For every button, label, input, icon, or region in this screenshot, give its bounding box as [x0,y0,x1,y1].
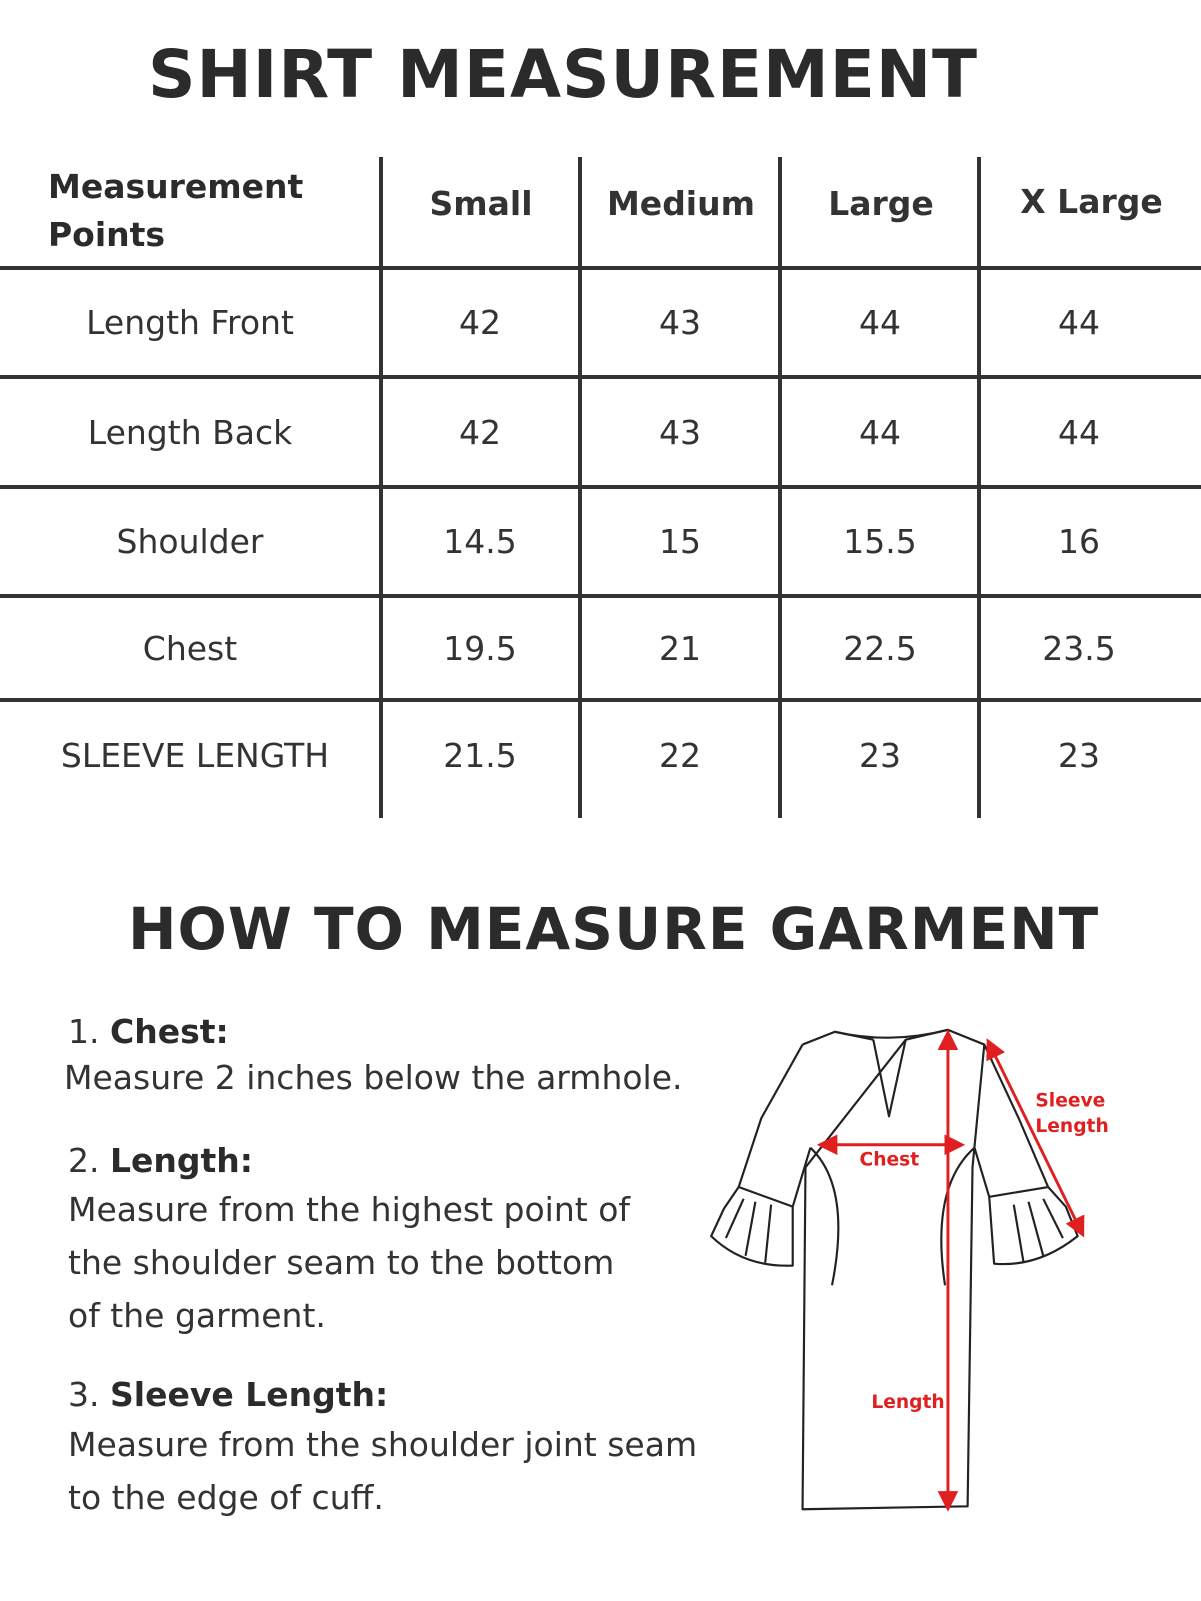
table-cell: 21.5 [443,735,517,775]
table-cell: 42 [459,412,501,452]
dress-right-sleeve [974,1045,1077,1265]
instruction-2-text: Measure from the highest point of [68,1190,630,1229]
table-cell: 16 [1058,522,1100,561]
table-title: SHIRT MEASUREMENT [148,36,979,113]
dress-left-sleeve [711,1045,810,1266]
instruction-number: 2. [68,1141,100,1180]
table-cell: 14.5 [443,522,517,561]
row-label-shoulder: Shoulder [116,522,264,561]
right-cuff-folds [989,1187,1063,1263]
table-cell: 43 [659,303,701,342]
row-label-length-back: Length Back [87,412,293,452]
table-cell: 23.5 [1042,628,1116,668]
table-cell: 44 [1058,303,1100,342]
table-cell: 44 [859,303,901,342]
table-cell: 19.5 [443,628,517,668]
column-header-large: Large [828,183,934,223]
table-cell: 22.5 [843,628,917,668]
dress-neck-slit [873,1040,905,1117]
sleeve-arrow [991,1048,1079,1229]
instruction-heading: Chest: [110,1012,229,1051]
guide-title: HOW TO MEASURE GARMENT [128,895,1100,963]
table-cell: 44 [1058,412,1100,452]
instruction-3-text: Measure from the shoulder joint seam [68,1425,698,1464]
instruction-heading: Length: [110,1141,253,1180]
instruction-2-text: of the garment. [68,1296,326,1335]
instruction-heading: Sleeve Length: [110,1375,389,1414]
table-cell: 23 [1058,735,1100,775]
header-measurement-points [48,163,303,259]
column-header-small: Small [429,183,533,223]
garment-diagram [705,1020,1185,1580]
instruction-3-text: to the edge of cuff. [68,1478,384,1517]
dress-body-outline [803,1030,985,1509]
row-label-sleeve-length: SLEEVE LENGTH [60,735,330,775]
column-header-medium: Medium [606,183,756,223]
table-cell: 42 [459,303,501,342]
table-cell: 23 [859,735,901,775]
instruction-2-text: the shoulder seam to the bottom [68,1243,615,1282]
instruction-2-heading [68,1141,253,1180]
left-cuff-folds [726,1187,793,1263]
table-cell: 22 [659,735,701,775]
table-cell: 44 [859,412,901,452]
sleeve-label-line2: Length [1035,1116,1109,1138]
table-cell: 15.5 [843,522,917,561]
table-cell: 43 [659,412,701,452]
sleeve-label-line1: Sleeve [1035,1090,1106,1112]
table-cell: 21 [659,628,701,668]
instruction-3-heading [68,1375,388,1414]
instruction-1-text: Measure 2 inches below the armhole. [64,1058,683,1097]
instruction-number: 1. [68,1012,100,1051]
instruction-1-heading [68,1012,229,1051]
header-line-1: Measurement [48,167,304,206]
chest-label: Chest [859,1149,920,1171]
instruction-number: 3. [68,1375,100,1414]
header-line-2: Points [48,215,166,254]
table-cell: 15 [659,522,701,561]
row-label-length-front: Length Front [86,303,294,342]
length-label: Length [871,1392,945,1414]
row-label-chest: Chest [142,628,238,668]
column-header-x-large: X Large [1020,181,1163,221]
